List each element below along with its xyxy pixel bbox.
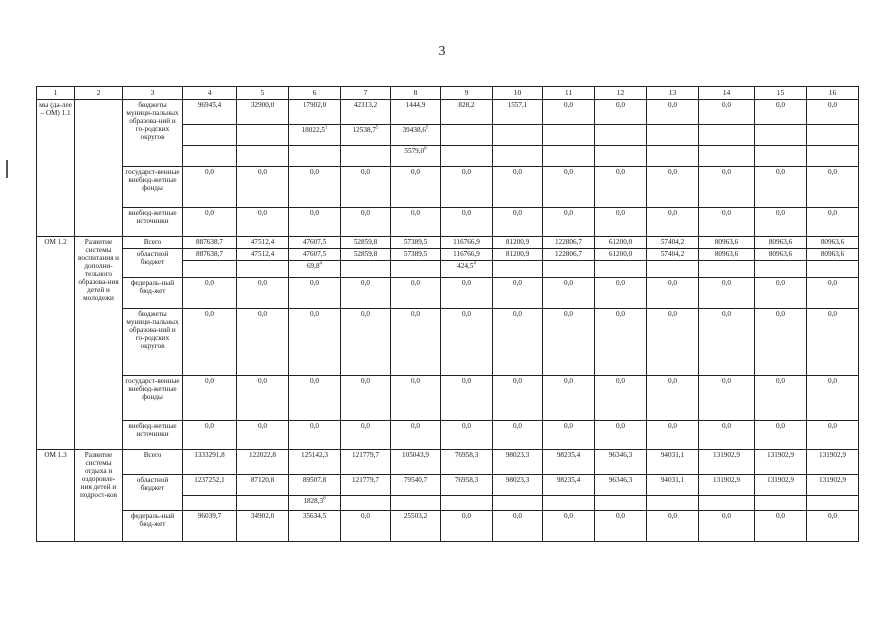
value-cell: 79540,7 bbox=[391, 475, 441, 496]
empty-cell bbox=[807, 261, 859, 278]
value-cell: 0,0 bbox=[699, 309, 755, 376]
value-cell: 61200,0 bbox=[595, 249, 647, 261]
table-row bbox=[37, 421, 859, 450]
empty-cell bbox=[595, 261, 647, 278]
column-header: 8 bbox=[391, 87, 441, 100]
value-cell: 121779,7 bbox=[341, 450, 391, 475]
empty-cell bbox=[543, 261, 595, 278]
empty-cell bbox=[647, 496, 699, 511]
value-cell: 0,0 bbox=[493, 511, 543, 542]
value-cell: 35634,5 bbox=[289, 511, 341, 542]
value-cell: 0,0 bbox=[341, 309, 391, 376]
column-header: 15 bbox=[755, 87, 807, 100]
value-cell: 131902,9 bbox=[807, 450, 859, 475]
value-cell: 96945,4 bbox=[183, 100, 237, 125]
table-row bbox=[37, 450, 859, 475]
table-row bbox=[37, 208, 859, 237]
value-cell: 828,2 bbox=[441, 100, 493, 125]
value-cell: 1333291,8 bbox=[183, 450, 237, 475]
empty-cell bbox=[341, 146, 391, 167]
column-header: 9 bbox=[441, 87, 493, 100]
column-header: 4 bbox=[183, 87, 237, 100]
column-header: 10 bbox=[493, 87, 543, 100]
value-text: 1828,3 bbox=[303, 497, 324, 505]
value-cell: 0,0 bbox=[595, 376, 647, 421]
column-header: 7 bbox=[341, 87, 391, 100]
empty-cell bbox=[183, 125, 237, 146]
column-header: 1 bbox=[37, 87, 75, 100]
value-cell: 131902,9 bbox=[755, 475, 807, 496]
value-cell: 0,0 bbox=[755, 167, 807, 208]
value-cell-footnote bbox=[441, 261, 493, 278]
value-cell: 57404,2 bbox=[647, 237, 699, 249]
value-cell: 0,0 bbox=[755, 421, 807, 450]
value-cell: 0,0 bbox=[237, 309, 289, 376]
measure-code: ОМ 1.3 bbox=[37, 450, 75, 542]
value-cell: 80963,6 bbox=[807, 237, 859, 249]
value-cell-footnote bbox=[289, 261, 341, 278]
value-cell: 0,0 bbox=[595, 309, 647, 376]
value-cell: 0,0 bbox=[595, 208, 647, 237]
value-cell: 0,0 bbox=[441, 208, 493, 237]
value-cell: 0,0 bbox=[391, 376, 441, 421]
empty-cell bbox=[183, 146, 237, 167]
value-cell: 98023,3 bbox=[493, 450, 543, 475]
value-cell: 47607,5 bbox=[289, 249, 341, 261]
value-cell: 80963,6 bbox=[755, 249, 807, 261]
value-cell: 0,0 bbox=[289, 167, 341, 208]
footnote-marker: 5 bbox=[425, 125, 429, 131]
value-cell: 0,0 bbox=[183, 376, 237, 421]
value-cell: 47607,5 bbox=[289, 237, 341, 249]
footnote-marker: 1 bbox=[324, 125, 328, 131]
empty-cell bbox=[441, 146, 493, 167]
source-label: федераль-ный бюд-жет bbox=[123, 511, 183, 542]
value-cell: 52859,8 bbox=[341, 249, 391, 261]
value-cell: 0,0 bbox=[699, 278, 755, 309]
value-cell: 0,0 bbox=[755, 376, 807, 421]
value-cell: 116766,9 bbox=[441, 249, 493, 261]
empty-cell bbox=[237, 146, 289, 167]
value-cell: 125142,3 bbox=[289, 450, 341, 475]
table-row bbox=[37, 475, 859, 496]
margin-mark bbox=[6, 160, 8, 178]
value-cell: 131902,9 bbox=[755, 450, 807, 475]
value-cell: 87120,8 bbox=[237, 475, 289, 496]
value-cell-footnote bbox=[289, 125, 341, 146]
empty-cell bbox=[391, 261, 441, 278]
value-cell: 80963,6 bbox=[699, 237, 755, 249]
empty-cell bbox=[595, 146, 647, 167]
value-cell: 80963,6 bbox=[807, 249, 859, 261]
table-row bbox=[37, 249, 859, 261]
value-cell: 0,0 bbox=[493, 421, 543, 450]
value-cell: 0,0 bbox=[755, 100, 807, 125]
value-cell: 0,0 bbox=[289, 421, 341, 450]
footnote-marker: 4 bbox=[319, 261, 323, 267]
value-cell: 0,0 bbox=[391, 208, 441, 237]
value-cell: 98023,3 bbox=[493, 475, 543, 496]
source-label: государст-венные внебюд-жетные фонды bbox=[123, 376, 183, 421]
source-label: федераль-ный бюд-жет bbox=[123, 278, 183, 309]
value-cell: 0,0 bbox=[699, 167, 755, 208]
value-cell: 0,0 bbox=[441, 376, 493, 421]
value-text: 39438,6 bbox=[402, 126, 426, 134]
table-row bbox=[37, 376, 859, 421]
value-cell: 0,0 bbox=[493, 376, 543, 421]
value-cell: 0,0 bbox=[543, 100, 595, 125]
value-text: 424,5 bbox=[457, 262, 474, 270]
value-cell: 0,0 bbox=[341, 511, 391, 542]
value-cell: 0,0 bbox=[807, 421, 859, 450]
value-cell: 0,0 bbox=[289, 208, 341, 237]
empty-cell bbox=[237, 261, 289, 278]
value-cell: 0,0 bbox=[647, 376, 699, 421]
empty-cell bbox=[441, 496, 493, 511]
value-cell: 0,0 bbox=[755, 511, 807, 542]
source-label: Всего bbox=[123, 237, 183, 249]
value-cell: 0,0 bbox=[647, 167, 699, 208]
column-header: 11 bbox=[543, 87, 595, 100]
value-cell: 0,0 bbox=[289, 278, 341, 309]
value-cell: 0,0 bbox=[493, 208, 543, 237]
value-cell: 98235,4 bbox=[543, 450, 595, 475]
value-cell: 81200,9 bbox=[493, 249, 543, 261]
empty-cell bbox=[595, 496, 647, 511]
value-cell: 0,0 bbox=[595, 100, 647, 125]
value-cell: 0,0 bbox=[807, 309, 859, 376]
empty-cell bbox=[237, 496, 289, 511]
column-header: 14 bbox=[699, 87, 755, 100]
value-cell: 0,0 bbox=[341, 278, 391, 309]
value-cell: 0,0 bbox=[755, 208, 807, 237]
value-cell-footnote bbox=[289, 496, 341, 511]
source-label: бюджеты муници-пальных образова-ний и го-родских округов bbox=[123, 309, 183, 376]
value-cell: 0,0 bbox=[441, 511, 493, 542]
value-cell: 0,0 bbox=[183, 309, 237, 376]
value-cell: 0,0 bbox=[289, 309, 341, 376]
value-cell: 0,0 bbox=[807, 278, 859, 309]
value-cell: 887638,7 bbox=[183, 249, 237, 261]
empty-cell bbox=[807, 125, 859, 146]
value-cell: 0,0 bbox=[543, 421, 595, 450]
header-row bbox=[37, 87, 859, 100]
value-cell: 0,0 bbox=[183, 421, 237, 450]
source-label: областной бюджет bbox=[123, 475, 183, 511]
value-cell: 0,0 bbox=[755, 278, 807, 309]
value-cell: 81200,9 bbox=[493, 237, 543, 249]
value-cell: 0,0 bbox=[807, 167, 859, 208]
value-cell: 105043,9 bbox=[391, 450, 441, 475]
value-cell: 34902,0 bbox=[237, 511, 289, 542]
value-cell-footnote bbox=[391, 146, 441, 167]
value-cell: 0,0 bbox=[237, 167, 289, 208]
source-label: областной бюджет bbox=[123, 249, 183, 278]
empty-cell bbox=[699, 146, 755, 167]
value-cell: 0,0 bbox=[699, 421, 755, 450]
value-cell: 0,0 bbox=[647, 511, 699, 542]
value-cell: 131902,9 bbox=[699, 450, 755, 475]
value-cell: 47512,4 bbox=[237, 237, 289, 249]
empty-cell bbox=[493, 125, 543, 146]
value-cell: 17902,0 bbox=[289, 100, 341, 125]
measure-code: мы (да-лее – ОМ) 1.1 bbox=[37, 100, 75, 237]
empty-cell bbox=[493, 261, 543, 278]
value-cell: 0,0 bbox=[647, 309, 699, 376]
value-cell: 1557,1 bbox=[493, 100, 543, 125]
empty-cell bbox=[493, 146, 543, 167]
value-cell: 122806,7 bbox=[543, 237, 595, 249]
value-cell: 0,0 bbox=[441, 278, 493, 309]
empty-cell bbox=[595, 125, 647, 146]
empty-cell bbox=[699, 496, 755, 511]
measure-name: Развитие системы воспитания и дополни-тельного образова-ния детей и молодежи bbox=[75, 237, 123, 450]
empty-cell bbox=[543, 496, 595, 511]
page-number: 3 bbox=[438, 44, 446, 59]
value-cell: 0,0 bbox=[341, 208, 391, 237]
value-cell: 0,0 bbox=[543, 376, 595, 421]
value-cell: 96346,3 bbox=[595, 475, 647, 496]
value-cell: 0,0 bbox=[699, 511, 755, 542]
value-cell: 0,0 bbox=[341, 167, 391, 208]
value-cell: 98235,4 bbox=[543, 475, 595, 496]
empty-cell bbox=[183, 261, 237, 278]
value-cell: 0,0 bbox=[391, 421, 441, 450]
value-text: 12538,7 bbox=[352, 126, 376, 134]
value-cell: 57389,5 bbox=[391, 249, 441, 261]
table-row bbox=[37, 100, 859, 125]
value-cell: 89507,8 bbox=[289, 475, 341, 496]
source-label: Всего bbox=[123, 450, 183, 475]
table-row bbox=[37, 511, 859, 542]
value-cell: 80963,6 bbox=[755, 237, 807, 249]
value-cell: 0,0 bbox=[391, 309, 441, 376]
value-cell: 0,0 bbox=[237, 421, 289, 450]
value-cell: 0,0 bbox=[391, 167, 441, 208]
empty-cell bbox=[755, 146, 807, 167]
empty-cell bbox=[183, 496, 237, 511]
empty-cell bbox=[807, 146, 859, 167]
footnote-marker: 5 bbox=[375, 125, 379, 131]
value-cell: 0,0 bbox=[543, 309, 595, 376]
column-header: 12 bbox=[595, 87, 647, 100]
value-cell: 47512,4 bbox=[237, 249, 289, 261]
value-cell: 0,0 bbox=[807, 376, 859, 421]
column-header: 5 bbox=[237, 87, 289, 100]
value-cell: 887638,7 bbox=[183, 237, 237, 249]
value-cell: 0,0 bbox=[755, 309, 807, 376]
value-cell: 0,0 bbox=[807, 208, 859, 237]
value-cell: 0,0 bbox=[183, 208, 237, 237]
value-cell: 0,0 bbox=[543, 278, 595, 309]
value-cell: 0,0 bbox=[341, 376, 391, 421]
column-header: 2 bbox=[75, 87, 123, 100]
value-cell: 0,0 bbox=[441, 167, 493, 208]
value-cell: 0,0 bbox=[237, 278, 289, 309]
value-cell: 0,0 bbox=[647, 208, 699, 237]
value-cell: 42313,2 bbox=[341, 100, 391, 125]
value-cell: 0,0 bbox=[183, 167, 237, 208]
empty-cell bbox=[699, 125, 755, 146]
value-cell: 0,0 bbox=[237, 376, 289, 421]
value-cell: 0,0 bbox=[493, 309, 543, 376]
value-cell: 0,0 bbox=[391, 278, 441, 309]
value-cell: 0,0 bbox=[807, 511, 859, 542]
value-text: 69,8 bbox=[306, 262, 320, 270]
column-header: 3 bbox=[123, 87, 183, 100]
footnote-marker: 6 bbox=[424, 146, 427, 152]
value-cell: 0,0 bbox=[543, 208, 595, 237]
empty-cell bbox=[341, 261, 391, 278]
value-cell: 0,0 bbox=[237, 208, 289, 237]
value-cell: 0,0 bbox=[543, 511, 595, 542]
table-row bbox=[37, 278, 859, 309]
footnote-marker: 6 bbox=[323, 496, 326, 502]
value-cell-footnote bbox=[341, 125, 391, 146]
value-cell: 96346,3 bbox=[595, 450, 647, 475]
value-cell: 131902,9 bbox=[807, 475, 859, 496]
value-cell: 122806,7 bbox=[543, 249, 595, 261]
value-cell: 0,0 bbox=[647, 100, 699, 125]
value-cell: 0,0 bbox=[699, 100, 755, 125]
value-cell: 0,0 bbox=[595, 511, 647, 542]
value-cell: 0,0 bbox=[543, 167, 595, 208]
column-header: 16 bbox=[807, 87, 859, 100]
value-cell: 0,0 bbox=[183, 278, 237, 309]
source-label: внебюд-жетные источники bbox=[123, 421, 183, 450]
value-cell: 1444,9 bbox=[391, 100, 441, 125]
value-cell: 0,0 bbox=[493, 278, 543, 309]
value-text: 18022,5 bbox=[301, 126, 325, 134]
value-cell: 131902,9 bbox=[699, 475, 755, 496]
empty-cell bbox=[807, 496, 859, 511]
source-label: государст-венные внебюд-жетные фонды bbox=[123, 167, 183, 208]
value-cell: 57404,2 bbox=[647, 249, 699, 261]
empty-cell bbox=[441, 125, 493, 146]
table-row bbox=[37, 309, 859, 376]
empty-cell bbox=[647, 125, 699, 146]
value-cell: 0,0 bbox=[595, 278, 647, 309]
empty-cell bbox=[647, 261, 699, 278]
value-cell: 96039,7 bbox=[183, 511, 237, 542]
table-row bbox=[37, 237, 859, 249]
value-cell: 94031,1 bbox=[647, 450, 699, 475]
empty-cell bbox=[699, 261, 755, 278]
empty-cell bbox=[493, 496, 543, 511]
empty-cell bbox=[755, 125, 807, 146]
measure-name: Развитие системы отдыха и оздоровле-ния детей и подрост-ков bbox=[75, 450, 123, 542]
value-cell: 0,0 bbox=[699, 376, 755, 421]
value-cell: 0,0 bbox=[289, 376, 341, 421]
value-cell: 32900,0 bbox=[237, 100, 289, 125]
empty-cell bbox=[341, 496, 391, 511]
source-label: внебюд-жетные источники bbox=[123, 208, 183, 237]
value-cell: 61200,0 bbox=[595, 237, 647, 249]
value-cell: 0,0 bbox=[647, 421, 699, 450]
value-cell: 0,0 bbox=[647, 278, 699, 309]
value-cell: 76958,3 bbox=[441, 450, 493, 475]
value-cell: 122022,8 bbox=[237, 450, 289, 475]
budget-table bbox=[36, 86, 859, 542]
empty-cell bbox=[647, 146, 699, 167]
value-cell: 57389,5 bbox=[391, 237, 441, 249]
value-cell: 0,0 bbox=[441, 421, 493, 450]
value-text: 5579,0 bbox=[404, 147, 425, 155]
footnote-marker: 4 bbox=[473, 261, 476, 267]
empty-cell bbox=[755, 496, 807, 511]
value-cell: 0,0 bbox=[441, 309, 493, 376]
column-header: 13 bbox=[647, 87, 699, 100]
value-cell: 0,0 bbox=[807, 100, 859, 125]
value-cell: 0,0 bbox=[595, 421, 647, 450]
value-cell: 0,0 bbox=[595, 167, 647, 208]
value-cell: 76958,3 bbox=[441, 475, 493, 496]
empty-cell bbox=[543, 146, 595, 167]
measure-code: ОМ 1.2 bbox=[37, 237, 75, 450]
table-row bbox=[37, 167, 859, 208]
value-cell: 116766,9 bbox=[441, 237, 493, 249]
value-cell: 94031,1 bbox=[647, 475, 699, 496]
measure-name bbox=[75, 100, 123, 237]
value-cell: 52859,8 bbox=[341, 237, 391, 249]
value-cell: 80963,6 bbox=[699, 249, 755, 261]
source-label: бюджеты муници-пальных образова-ний и го-родских округов bbox=[123, 100, 183, 167]
empty-cell bbox=[755, 261, 807, 278]
value-cell: 0,0 bbox=[493, 167, 543, 208]
empty-cell bbox=[543, 125, 595, 146]
value-cell: 0,0 bbox=[699, 208, 755, 237]
value-cell: 0,0 bbox=[341, 421, 391, 450]
value-cell: 25503,2 bbox=[391, 511, 441, 542]
value-cell: 121779,7 bbox=[341, 475, 391, 496]
empty-cell bbox=[289, 146, 341, 167]
empty-cell bbox=[391, 496, 441, 511]
column-header: 6 bbox=[289, 87, 341, 100]
value-cell: 1237252,1 bbox=[183, 475, 237, 496]
value-cell-footnote bbox=[391, 125, 441, 146]
empty-cell bbox=[237, 125, 289, 146]
